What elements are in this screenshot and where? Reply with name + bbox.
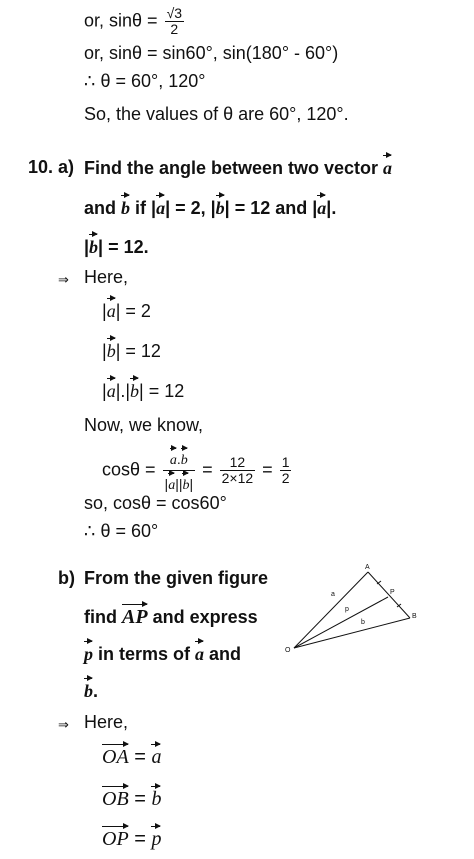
- vector-a: a: [156, 193, 165, 217]
- vector-b: b: [121, 193, 130, 217]
- here-label: Here,: [84, 712, 129, 732]
- vector-a: a: [107, 296, 116, 320]
- vector-a: a: [383, 153, 392, 177]
- question-text: Find the angle between two vector a: [84, 153, 392, 179]
- label-P: P: [390, 589, 395, 596]
- solution-conclusion: So, the values of θ are 60°, 120°.: [84, 104, 349, 124]
- solution-line: so, cosθ = cos60°: [84, 493, 227, 513]
- here-label: Here,: [84, 267, 129, 287]
- line-AB: [368, 572, 410, 618]
- vector-b: b: [151, 784, 161, 808]
- question-text: |b| = 12.: [84, 232, 149, 258]
- cosine-formula: cosθ = $\frac{a.b}{|a||b|}$ = $\frac{12}{2\times 12}$ = $\frac{1}{2}$: [102, 446, 293, 495]
- question-text: From the given figure: [84, 568, 269, 588]
- vector-a: a: [168, 471, 175, 495]
- solution-line: ∴ θ = 60°: [84, 521, 159, 541]
- label-A: A: [365, 564, 370, 571]
- vector-OB: OB: [102, 784, 129, 808]
- vector-p: p: [151, 824, 161, 848]
- question-text: p in terms of a and: [84, 639, 241, 665]
- fraction: $\frac{a.b}{|a||b|}$: [163, 446, 196, 495]
- vector-a: a: [317, 193, 326, 217]
- solution-line: OA = a: [102, 742, 161, 768]
- vector-p: p: [84, 639, 93, 663]
- solution-line: ∴ θ = 60°, 120°: [84, 71, 206, 91]
- label-O: O: [285, 647, 291, 654]
- arrow-icon: ⇒: [58, 717, 69, 732]
- vector-b: b: [216, 193, 225, 217]
- solution-line: or, sinθ = sin60°, sin(180° - 60°): [84, 43, 339, 63]
- vector-OP: OP: [102, 824, 129, 848]
- line-OP: [294, 597, 388, 648]
- vector-a: a: [107, 376, 116, 400]
- vector-b: b: [181, 446, 188, 470]
- vector-AP: AP: [122, 602, 148, 626]
- vector-b: b: [130, 376, 139, 400]
- vector-a: a: [151, 742, 161, 766]
- solution-line: OB = b: [102, 784, 161, 810]
- question-text: find AP and express: [84, 602, 258, 628]
- line-OA: [294, 572, 368, 648]
- vector-b: b: [182, 471, 189, 495]
- solution-line: |a| = 2: [102, 296, 151, 322]
- question-label: b): [58, 568, 75, 588]
- label-B: B: [412, 613, 417, 620]
- solution-line: |a|.|b| = 12: [102, 376, 184, 402]
- solution-line: or, sinθ = $\frac{√3}{2}$: [84, 5, 183, 37]
- label-p: p: [345, 606, 349, 613]
- line-OB: [294, 618, 410, 648]
- vector-b: b: [89, 232, 98, 256]
- question-number: 10. a): [28, 157, 75, 177]
- vector-a: a: [170, 446, 177, 470]
- solution-line: Now, we know,: [84, 415, 204, 435]
- fraction: $\frac{12}{2\times 12}$: [221, 454, 254, 486]
- vector-b: b: [107, 336, 116, 360]
- arrow-icon: ⇒: [58, 272, 69, 287]
- question-text: b.: [84, 676, 98, 702]
- solution-line: |b| = 12: [102, 336, 161, 362]
- vector-OA: OA: [102, 742, 129, 766]
- vector-triangle-figure: [282, 560, 422, 656]
- label-a: a: [331, 591, 335, 598]
- question-text: and b if |a| = 2, |b| = 12 and |a|.: [84, 193, 336, 219]
- fraction: $\frac{1}{2}$: [281, 454, 290, 486]
- vector-a: a: [195, 639, 204, 663]
- fraction: $\frac{√3}{2}$: [166, 5, 183, 37]
- solution-line: OP = p: [102, 824, 161, 850]
- label-b: b: [361, 619, 365, 626]
- vector-b: b: [84, 676, 93, 700]
